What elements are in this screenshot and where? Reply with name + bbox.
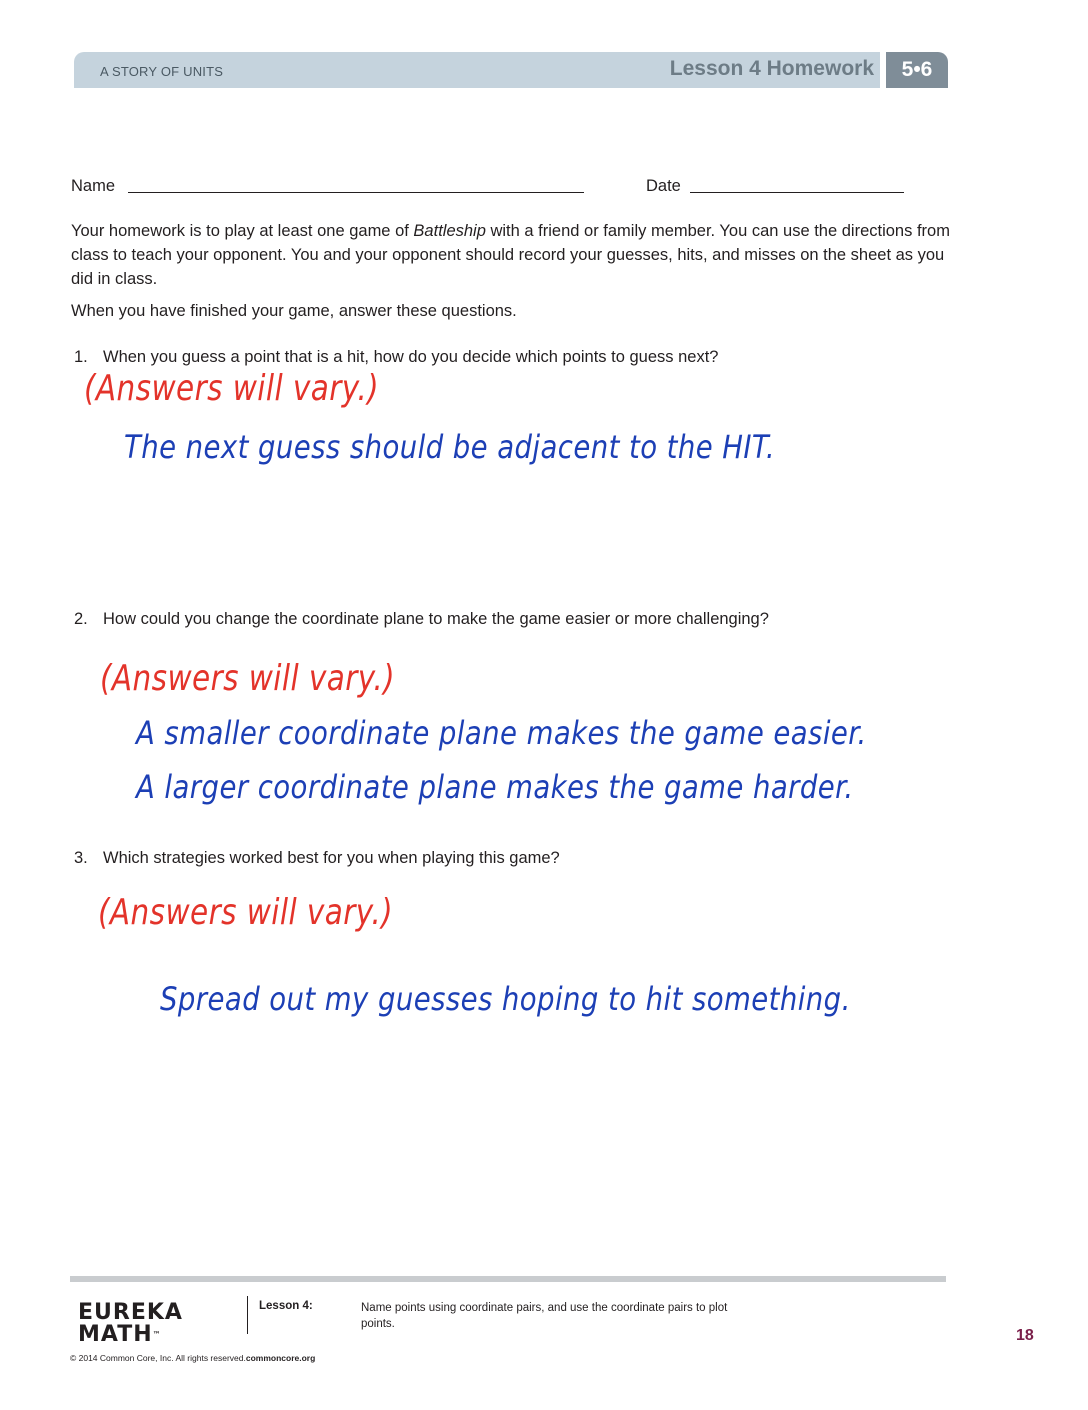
intro-text-end: with a friend or family member. You can use the directions from class to teach your opponent. You and your opponent should record your guesses, hits, and misses on the sheet as you did in class. (71, 222, 950, 288)
question-3 (74, 846, 560, 870)
footer-divider (247, 1296, 248, 1334)
series-title: A STORY OF UNITS (100, 64, 224, 79)
trademark-symbol: ™ (152, 1330, 162, 1339)
question-text: Which strategies worked best for you when playing this game? (103, 849, 560, 867)
date-field[interactable] (690, 192, 904, 193)
copyright-text: © 2014 Common Core, Inc. All rights reserved. (70, 1353, 246, 1363)
page-number: 18 (1016, 1327, 1034, 1344)
eureka-math-logo (78, 1302, 190, 1346)
grade-label: 5•6 (901, 58, 933, 81)
logo-word-math (78, 1324, 190, 1346)
instructions-paragraph: When you have finished your game, answer these questions. (71, 302, 517, 320)
handwritten-answer: The next guess should be adjacent to the HIT. (124, 428, 776, 466)
handwritten-answer: A smaller coordinate plane makes the game easier. (136, 714, 867, 752)
question-number: 2. (74, 610, 88, 628)
logo-word-eureka: EUREKA (78, 1300, 183, 1325)
footer-lesson-description: Name points using coordinate pairs, and use the coordinate pairs to plot points. (361, 1302, 728, 1330)
handwritten-answer: Spread out my guesses hoping to hit something. (160, 980, 851, 1018)
answer-note: (Answers will vary.) (84, 368, 380, 409)
copyright-link[interactable]: commoncore.org (245, 1353, 316, 1363)
lesson-title: Lesson 4 Homework (669, 57, 874, 80)
question-2 (74, 607, 769, 631)
footer-lesson-label: Lesson 4: (259, 1300, 313, 1312)
name-field[interactable] (128, 192, 584, 193)
answer-note: (Answers will vary.) (100, 658, 396, 699)
question-1 (74, 345, 718, 369)
question-number: 3. (74, 849, 88, 867)
date-label: Date (646, 177, 681, 195)
handwritten-answer: A larger coordinate plane makes the game harder. (136, 768, 854, 806)
copyright (70, 1353, 315, 1363)
intro-text-start: Your homework is to play at least one game of (71, 222, 414, 240)
question-text: How could you change the coordinate plane to make the game easier or more challenging? (103, 610, 769, 628)
question-text: When you guess a point that is a hit, how do you decide which points to guess next? (103, 348, 719, 366)
name-label: Name (71, 177, 116, 195)
logo-word-math-text: MATH (78, 1322, 153, 1347)
game-name: Battleship (413, 222, 486, 240)
grade-badge (886, 52, 948, 88)
footer-rule (70, 1276, 946, 1282)
intro-paragraph (71, 219, 951, 291)
answer-note: (Answers will vary.) (98, 892, 394, 933)
question-number: 1. (74, 348, 88, 366)
